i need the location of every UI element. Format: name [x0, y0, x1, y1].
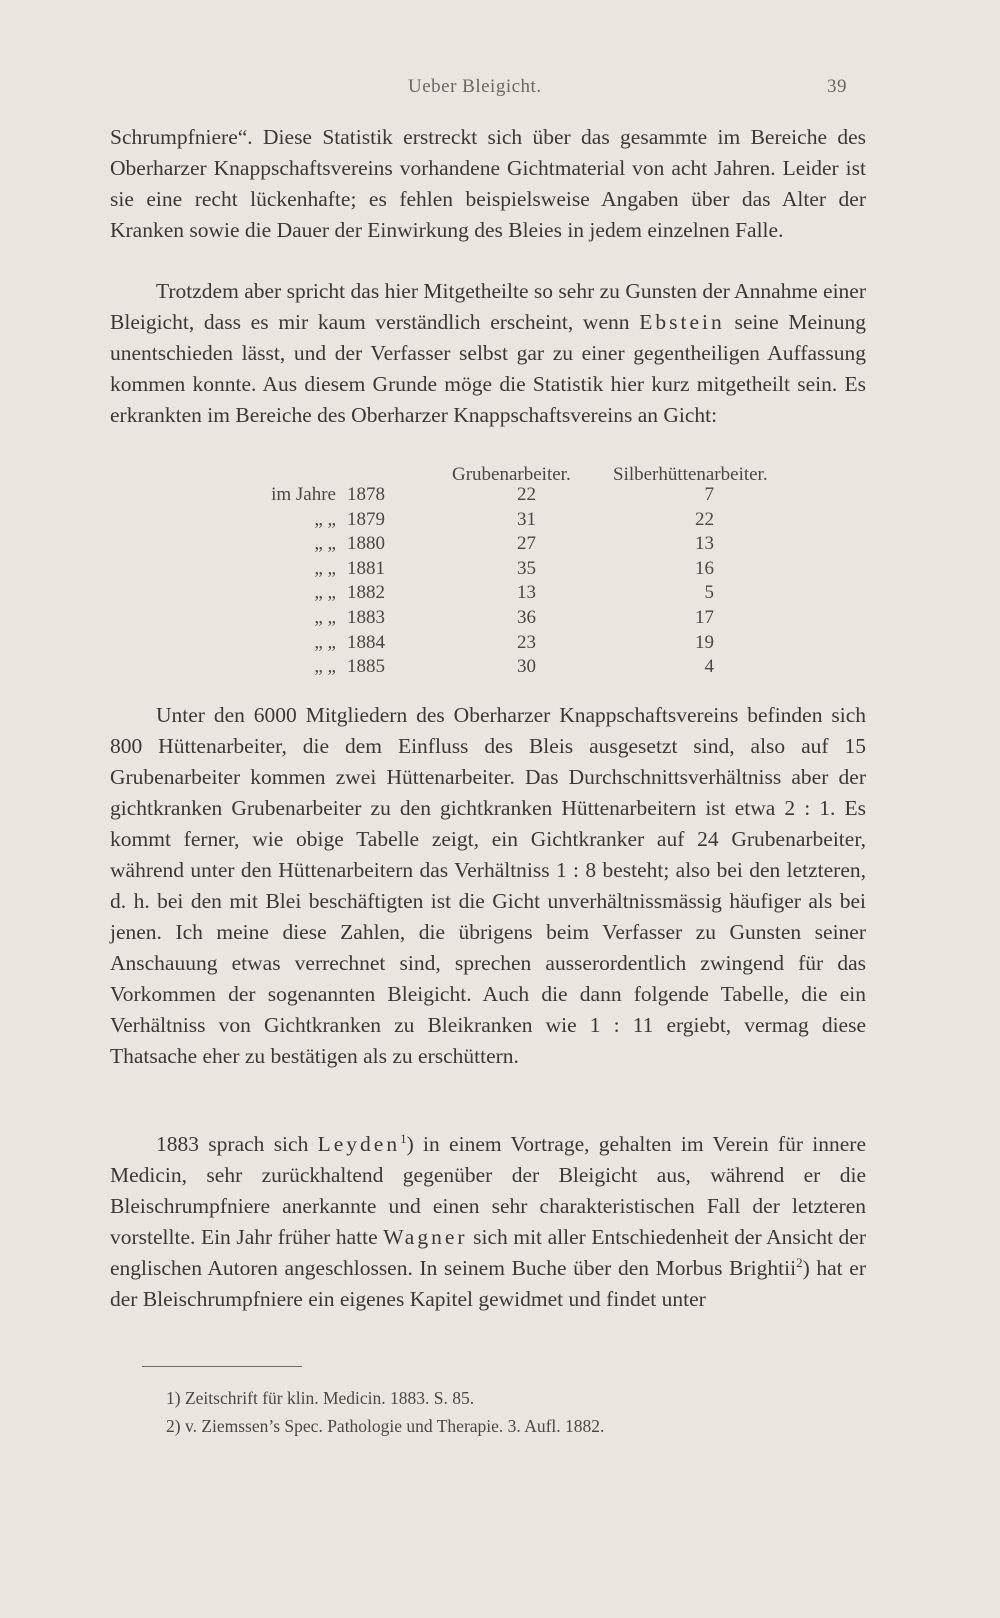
row-year: 1879 [347, 508, 385, 530]
paragraph-4 [110, 1129, 866, 1315]
row-prefix: „ „ [314, 557, 336, 579]
row-prefix: „ „ [314, 631, 336, 653]
table-row [0, 607, 1000, 633]
smelters-count: 22 [695, 508, 714, 530]
miners-count: 30 [517, 656, 536, 678]
paragraph-1 [110, 122, 866, 246]
page-header [0, 76, 1000, 106]
miners-count: 27 [517, 533, 536, 555]
row-prefix: „ „ [314, 582, 336, 604]
paragraph-1-text: Schrumpfniere“. Diese Statistik erstreckt sich über das gesammte im Bereiche des Oberharzer Knappschaftsvereins vorhandene Gichtmaterial von acht Jahren. Leider ist sie eine recht lückenhafte; es fehlen beispielsweise Angaben über das Alter der Kranken sowie die Dauer der Einwirkung des Bleies in jedem einzelnen Falle. [110, 125, 866, 242]
row-year: 1884 [347, 631, 385, 653]
paragraph-3 [110, 700, 866, 1072]
smelters-count: 16 [695, 557, 714, 579]
smelters-count: 5 [704, 582, 714, 604]
row-prefix: „ „ [314, 533, 336, 555]
smelters-count: 17 [695, 607, 714, 628]
paragraph-2 [110, 276, 866, 431]
paragraph-4-text-d: ) hat er der Bleischrumpfniere ein eigenes Kapitel gewidmet und findet unter [110, 1256, 866, 1311]
smelters-count: 4 [704, 656, 714, 678]
table-row [0, 533, 1000, 559]
footnote-ref-1: 1 [400, 1130, 407, 1146]
smelters-count: 7 [704, 484, 714, 505]
row-year: 1885 [347, 656, 385, 678]
paragraph-4-text-a: 1883 sprach sich [156, 1132, 318, 1156]
row-prefix: „ „ [314, 607, 336, 628]
table-row [0, 656, 1000, 682]
miners-count: 35 [517, 557, 536, 579]
footnote-divider [142, 1366, 302, 1367]
footnote-1: 1) Zeitschrift für klin. Medicin. 1883. S. 85. [166, 1388, 475, 1408]
table-row [0, 509, 1000, 535]
row-year: 1881 [347, 557, 385, 579]
footnote-2: 2) v. Ziemssen’s Spec. Pathologie und Therapie. 3. Aufl. 1882. [166, 1416, 605, 1436]
miners-count: 31 [517, 508, 536, 530]
table-row [0, 558, 1000, 584]
miners-count: 22 [517, 484, 536, 505]
row-prefix: „ „ [314, 656, 336, 678]
smelters-count: 13 [695, 533, 714, 555]
table-row [0, 582, 1000, 608]
page-number: 39 [827, 76, 847, 97]
miners-count: 13 [517, 582, 536, 604]
author-name-leyden: Leyden [317, 1132, 401, 1156]
row-year: 1880 [347, 533, 385, 555]
row-year: 1883 [347, 607, 385, 628]
row-prefix: „ „ [314, 508, 336, 530]
author-name-ebstein: Ebstein [639, 310, 725, 334]
paragraph-4-text-b: ) in einem Vortrage, gehalten im Verein für innere Medicin, sehr zurückhaltend gegenüber der Bleigicht aus, während er die Bleischrumpfniere anerkannte und einen sehr charakteristischen Fall der letzteren vorstellte. Ein Jahr früher hatte [110, 1132, 866, 1249]
smelters-count: 19 [695, 631, 714, 653]
footnotes [166, 1384, 604, 1440]
row-prefix: im Jahre [271, 484, 336, 505]
footnote-ref-2: 2 [796, 1254, 803, 1270]
row-year: 1878 [347, 484, 385, 505]
miners-count: 36 [517, 607, 536, 628]
column-header-miners: Grubenarbeiter. [452, 464, 571, 485]
paragraph-2-text-a: Trotzdem aber spricht das hier Mitgetheilte so sehr zu Gunsten der Annahme einer Bleigicht, dass es mir kaum verständlich erscheint, wenn [110, 279, 866, 334]
running-title: Ueber Bleigicht. [408, 76, 542, 97]
table-row [0, 632, 1000, 658]
author-name-wagner: Wagner [383, 1225, 468, 1249]
table-row [0, 484, 1000, 510]
miners-count: 23 [517, 631, 536, 653]
paragraph-2-text-b: seine Meinung unentschieden lässt, und der Verfasser selbst gar zu einer gegentheiligen Auffassung kommen konnte. Aus diesem Grunde möge die Statistik hier kurz mitgetheilt sein. Es erkrankten im Bereiche des Oberharzer Knappschaftsvereins an Gicht: [110, 310, 867, 427]
column-header-smelters: Silberhüttenarbeiter. [613, 464, 768, 485]
paragraph-3-text: Unter den 6000 Mitgliedern des Oberharzer Knappschaftsvereins befinden sich 800 Hüttenarbeiter, die dem Einfluss des Bleis ausgesetzt sind, also auf 15 Grubenarbeiter kommen zwei Hüttenarbeiter. Das Durchschnittsverhältniss aber der gichtkranken Grubenarbeiter zu den gichtkranken Hüttenarbeitern ist etwa 2 : 1. Es kommt ferner, wie obige Tabelle zeigt, ein Gichtkranker auf 24 Grubenarbeiter, während unter den Hüttenarbeitern das Verhältniss 1 : 8 besteht; also bei den letzteren, d. h. bei den mit Blei beschäftigten ist die Gicht unverhältnissmässig häufiger als bei jenen. Ich meine diese Zahlen, die übrigens beim Verfasser zu Gunsten seiner Anschauung etwas verrechnet sind, sprechen ausserordentlich zwingend für das Vorkommen der sogenannten Bleigicht. Auch die dann folgende Tabelle, die ein Verhältniss von Gichtkranken zu Bleikranken wie 1 : 11 ergiebt, vermag diese Thatsache eher zu bestätigen als zu erschüttern. [110, 703, 866, 1068]
row-year: 1882 [347, 582, 385, 604]
paragraph-4-text-c: sich mit aller Entschiedenheit der Ansicht der englischen Autoren angeschlossen. In seinem Buche über den Morbus Brightii [110, 1225, 866, 1280]
